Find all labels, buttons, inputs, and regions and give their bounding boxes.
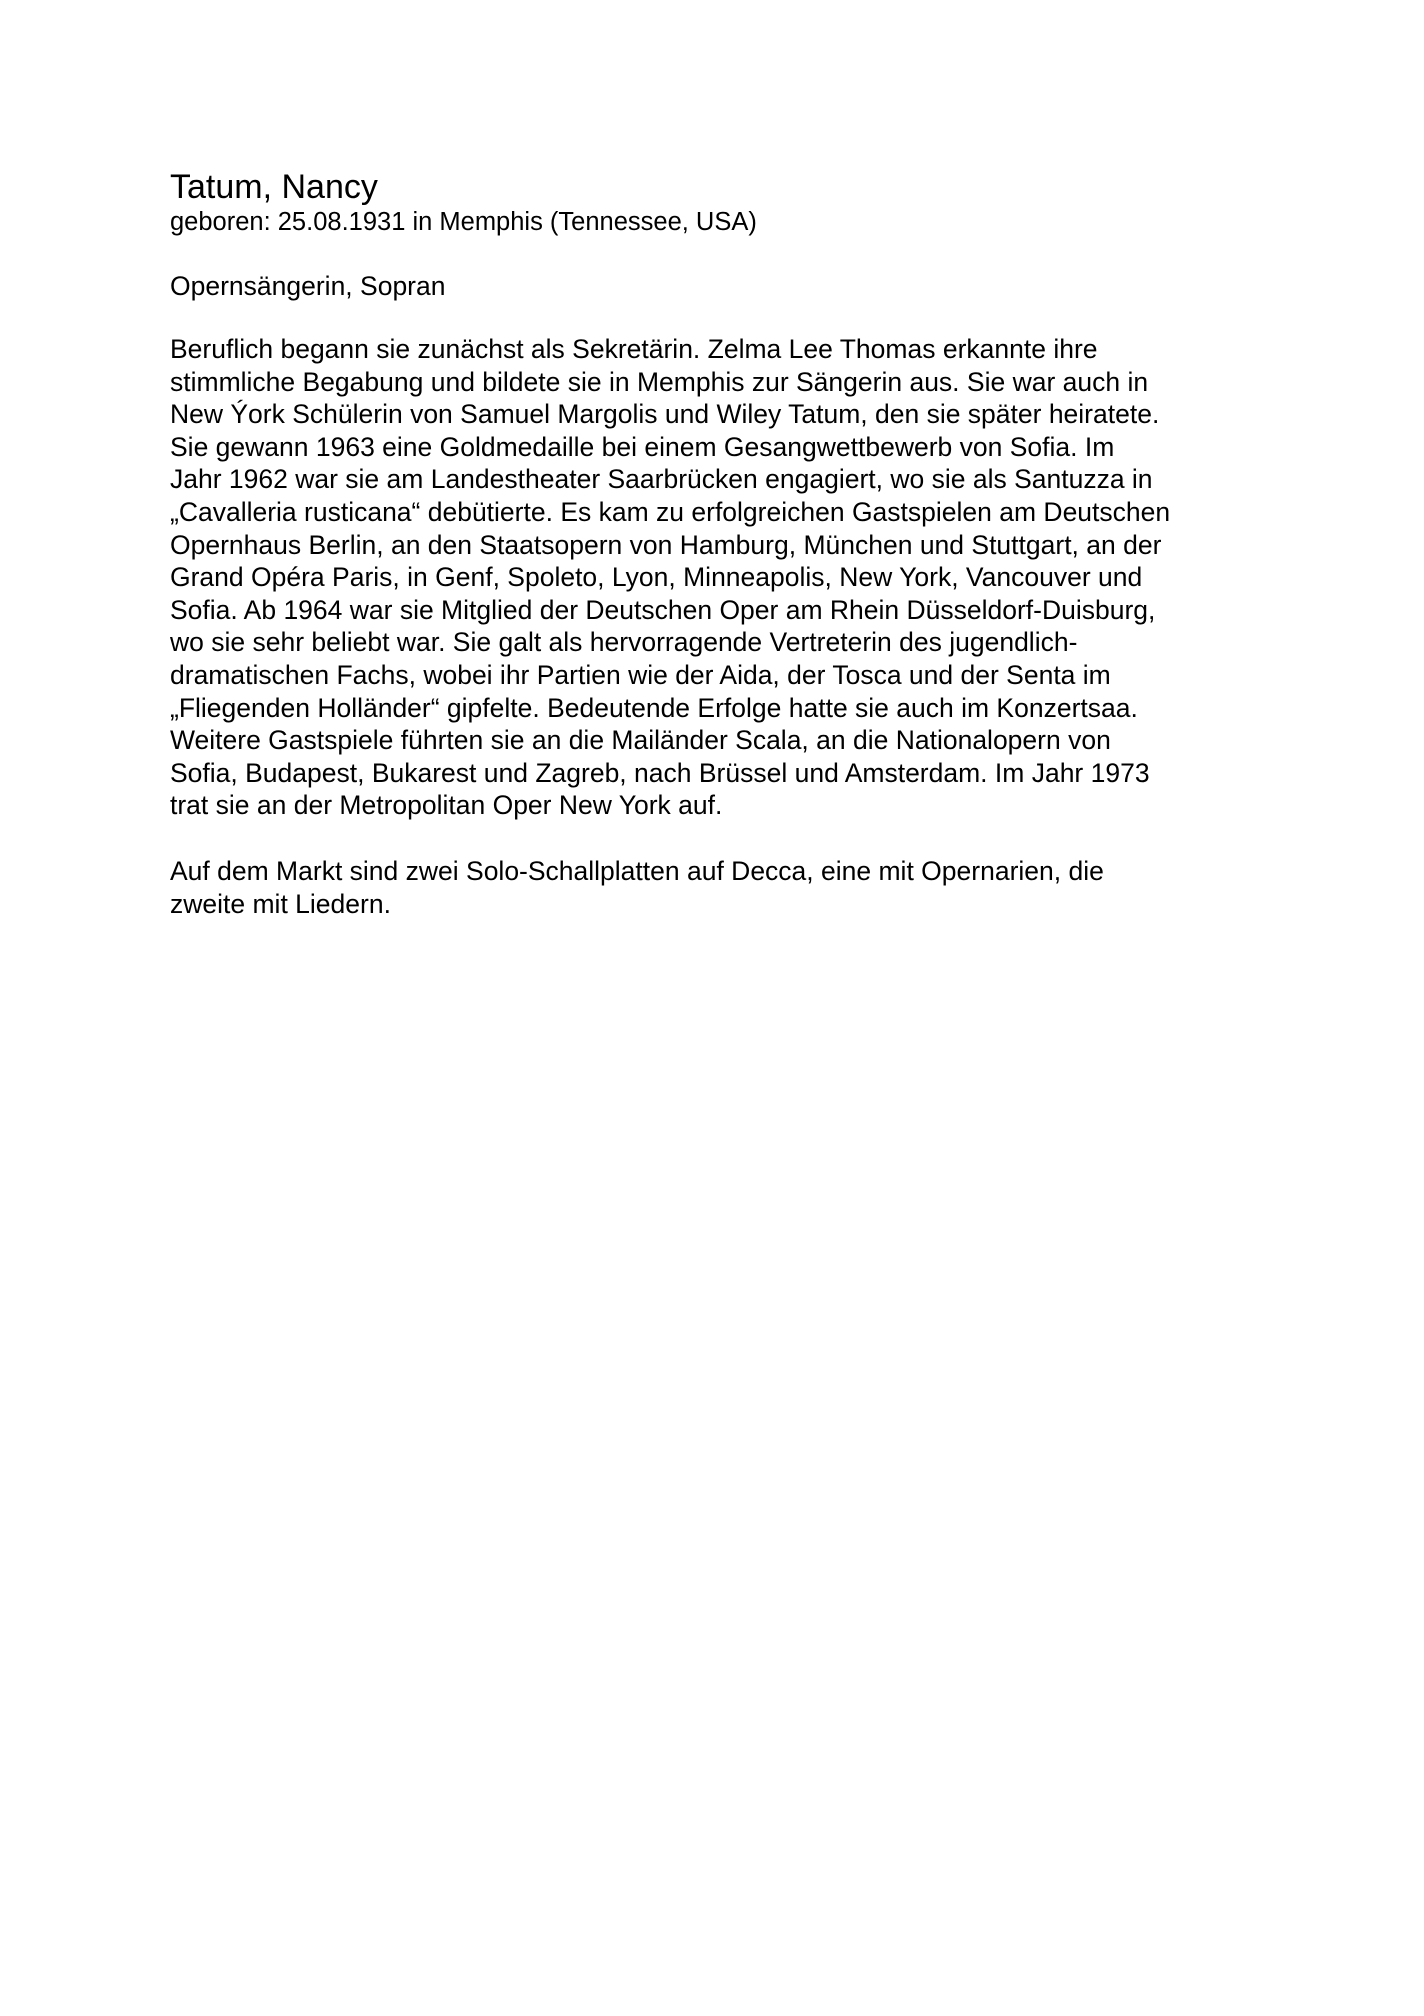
birth-info: geboren: 25.08.1931 in Memphis (Tennessee, USA)	[170, 208, 757, 236]
profession: Opernsängerin, Sopran	[170, 271, 446, 301]
records-paragraph: Auf dem Markt sind zwei Solo-Schallplatten auf Decca, eine mit Opernarien, die zweite mit Liedern.	[170, 855, 1104, 919]
biography-paragraph: Beruflich begann sie zunächst als Sekretärin. Zelma Lee Thomas erkannte ihre stimmliche Begabung und bildete sie in Memphis zur Sängerin aus. Sie war auch in New Ýork Schülerin von Samuel Margolis und Wiley Tatum, den sie später heiratete. Sie gewann 1963 eine Goldmedaille bei einem Gesangwettbewerb von Sofia. Im Jahr 1962 war sie am Landestheater Saarbrücken engagiert, wo sie als Santuzza in „Cavalleria rusticana“ debütierte. Es kam zu erfolgreichen Gastspielen am Deutschen Opernhaus Berlin, an den Staatsopern von Hamburg, München und Stuttgart, an der Grand Opéra Paris, in Genf, Spoleto, Lyon, Minneapolis, New York, Vancouver und Sofia. Ab 1964 war sie Mitglied der Deutschen Oper am Rhein Düsseldorf-Duisburg, wo sie sehr beliebt war. Sie galt als hervorragende Vertreterin des jugendlich- dramatischen Fachs, wobei ihr Partien wie der Aida, der Tosca und der Senta im „Fliegenden Holländer“ gipfelte. Bedeutende Erfolge hatte sie auch im Konzertsaa. Weitere Gastspiele führten sie an die Mailänder Scala, an die Nationalopern von Sofia, Budapest, Bukarest und Zagreb, nach Brüssel und Amsterdam. Im Jahr 1973 trat sie an der Metropolitan Oper New York auf.	[170, 334, 1171, 821]
document-content	[170, 168, 1280, 920]
person-name: Tatum, Nancy	[170, 168, 378, 206]
